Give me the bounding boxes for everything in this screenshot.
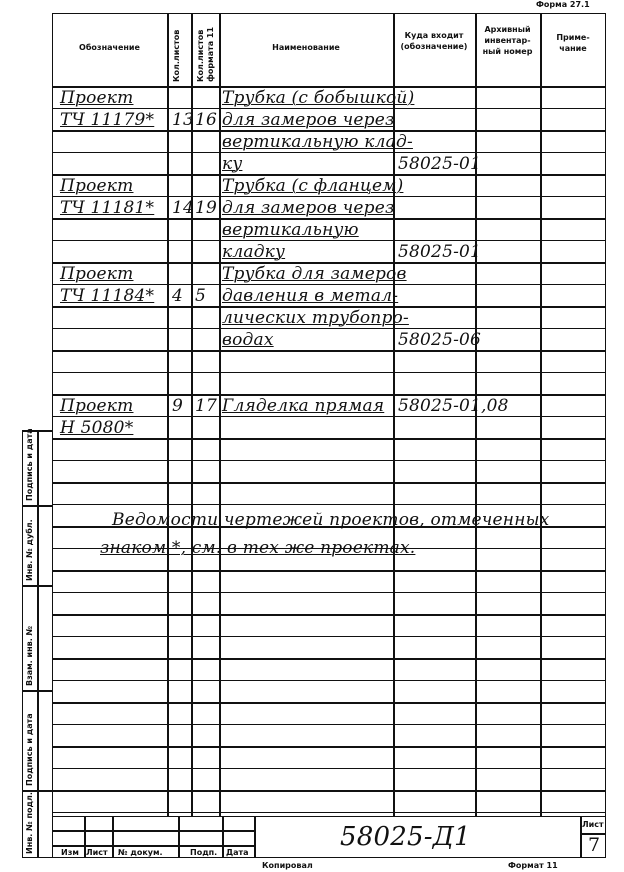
tb-line-a [254, 816, 256, 858]
row-line [52, 768, 606, 769]
row-line [52, 724, 606, 725]
row-line [52, 702, 606, 704]
cell-sheets: 4 [172, 286, 184, 306]
row-line [52, 592, 606, 593]
footer-format-label: Формат [508, 861, 544, 870]
header-archive-number: Архивный инвентар- ный номер [482, 25, 533, 56]
cell-name: вертикальную [222, 220, 359, 240]
side-label: Взам. инв. № [25, 625, 34, 686]
cell-name: Трубка для замеров [222, 264, 407, 284]
cell-name: лических трубопро- [222, 308, 409, 328]
row-line [52, 240, 606, 241]
row-line [52, 812, 606, 813]
cell-designation: ТЧ 11184* [60, 286, 155, 306]
side-label: Инв. № подл. [25, 792, 34, 854]
cell-designation: Проект [60, 264, 134, 284]
cell-sheets: 13 [172, 110, 195, 130]
row-line [52, 108, 606, 109]
row-line [52, 196, 606, 197]
footer-format-value: 11 [546, 861, 558, 870]
row-line [52, 658, 606, 660]
tb-col-line [112, 816, 114, 858]
sheet-label: Лист [582, 820, 604, 829]
header-name: Наименование [272, 43, 340, 52]
row-line [52, 746, 606, 748]
note-line-1: Ведомости чертежей проектов, отмеченных [112, 510, 550, 530]
tb-date: Дата [226, 848, 249, 857]
header-sheets: Кол.листов [172, 29, 181, 82]
col-line-2 [191, 13, 193, 816]
cell-where: 58025-06 [398, 330, 482, 350]
cell-sheets: 14 [172, 198, 195, 218]
row-line [52, 614, 606, 616]
cell-name: для замеров через [222, 198, 395, 218]
col-line-3 [219, 13, 221, 816]
side-label: Подпись и дата [25, 713, 34, 786]
header-where-used: Куда входит (обозначение) [400, 31, 468, 51]
sheet-number: 7 [588, 834, 601, 856]
document-code: 58025-Д1 [340, 822, 471, 852]
cell-name: кладку [222, 242, 286, 262]
cell-format: 5 [195, 286, 207, 306]
side-cell-divider [22, 585, 52, 587]
row-line [52, 350, 606, 352]
cell-format: 19 [195, 198, 218, 218]
row-line [52, 328, 606, 329]
header-format-text: Кол.листов формата 11 [196, 26, 215, 82]
cell-designation: ТЧ 11179* [60, 110, 155, 130]
row-line [52, 416, 606, 417]
tb-signature: Подп. [190, 848, 218, 857]
cell-name: вертикальную клад- [222, 132, 413, 152]
row-line [52, 636, 606, 637]
row-line [52, 680, 606, 681]
row-line [52, 570, 606, 572]
note-line-2: знаком *, см. в тех же проектах. [100, 538, 416, 558]
row-line [52, 152, 606, 153]
header-note: Приме- чание [556, 33, 590, 53]
cell-name: Гляделка прямая [222, 396, 385, 416]
tb-row-1 [52, 830, 254, 832]
row-line [52, 438, 606, 440]
cell-designation: Проект [60, 396, 134, 416]
cell-designation: Проект [60, 88, 134, 108]
cell-where: 58025-01 [398, 154, 482, 174]
row-line [52, 790, 606, 792]
footer-format [508, 861, 558, 870]
col-line-1 [167, 13, 169, 816]
cell-where: 58025-01 [398, 242, 482, 262]
tb-izm: Изм [61, 848, 79, 857]
cell-name: давления в метал- [222, 286, 399, 306]
cell-name: для замеров через [222, 110, 395, 130]
form-number: 27.1 [569, 0, 590, 9]
row-line [52, 482, 606, 484]
side-strip-divider [37, 430, 39, 858]
cell-format: 16 [195, 110, 218, 130]
cell-name: ку [222, 154, 243, 174]
footer-copied: Копировал [262, 861, 313, 870]
cell-designation: Н 5080* [60, 418, 134, 438]
cell-name: Трубка (с фланцем) [222, 176, 404, 196]
header-designation: Обозначение [79, 43, 140, 52]
cell-format: 17 [195, 396, 218, 416]
form-label [536, 0, 590, 9]
side-cell-divider [22, 505, 52, 507]
col-line-6 [540, 13, 542, 816]
row-line [52, 504, 606, 505]
tb-row-2 [52, 845, 254, 847]
side-label: Подпись и дата [25, 428, 34, 501]
tb-list: Лист [86, 848, 108, 857]
cell-where: 58025-01,08 [398, 396, 509, 416]
side-label: Инв. № дубл. [25, 519, 34, 581]
row-line [52, 460, 606, 461]
cell-name: Трубка (с бобышкой) [222, 88, 415, 108]
cell-designation: Проект [60, 176, 134, 196]
row-line [52, 284, 606, 285]
cell-sheets: 9 [172, 396, 184, 416]
form-label-text: Форма [536, 0, 568, 9]
cell-name: водах [222, 330, 274, 350]
tb-col-line [222, 816, 224, 858]
tb-col-line [178, 816, 180, 858]
cell-designation: ТЧ 11181* [60, 198, 155, 218]
header-format [196, 16, 216, 82]
side-cell-divider [22, 690, 52, 692]
tb-doc-number: № докум. [118, 848, 163, 857]
row-line [52, 372, 606, 373]
